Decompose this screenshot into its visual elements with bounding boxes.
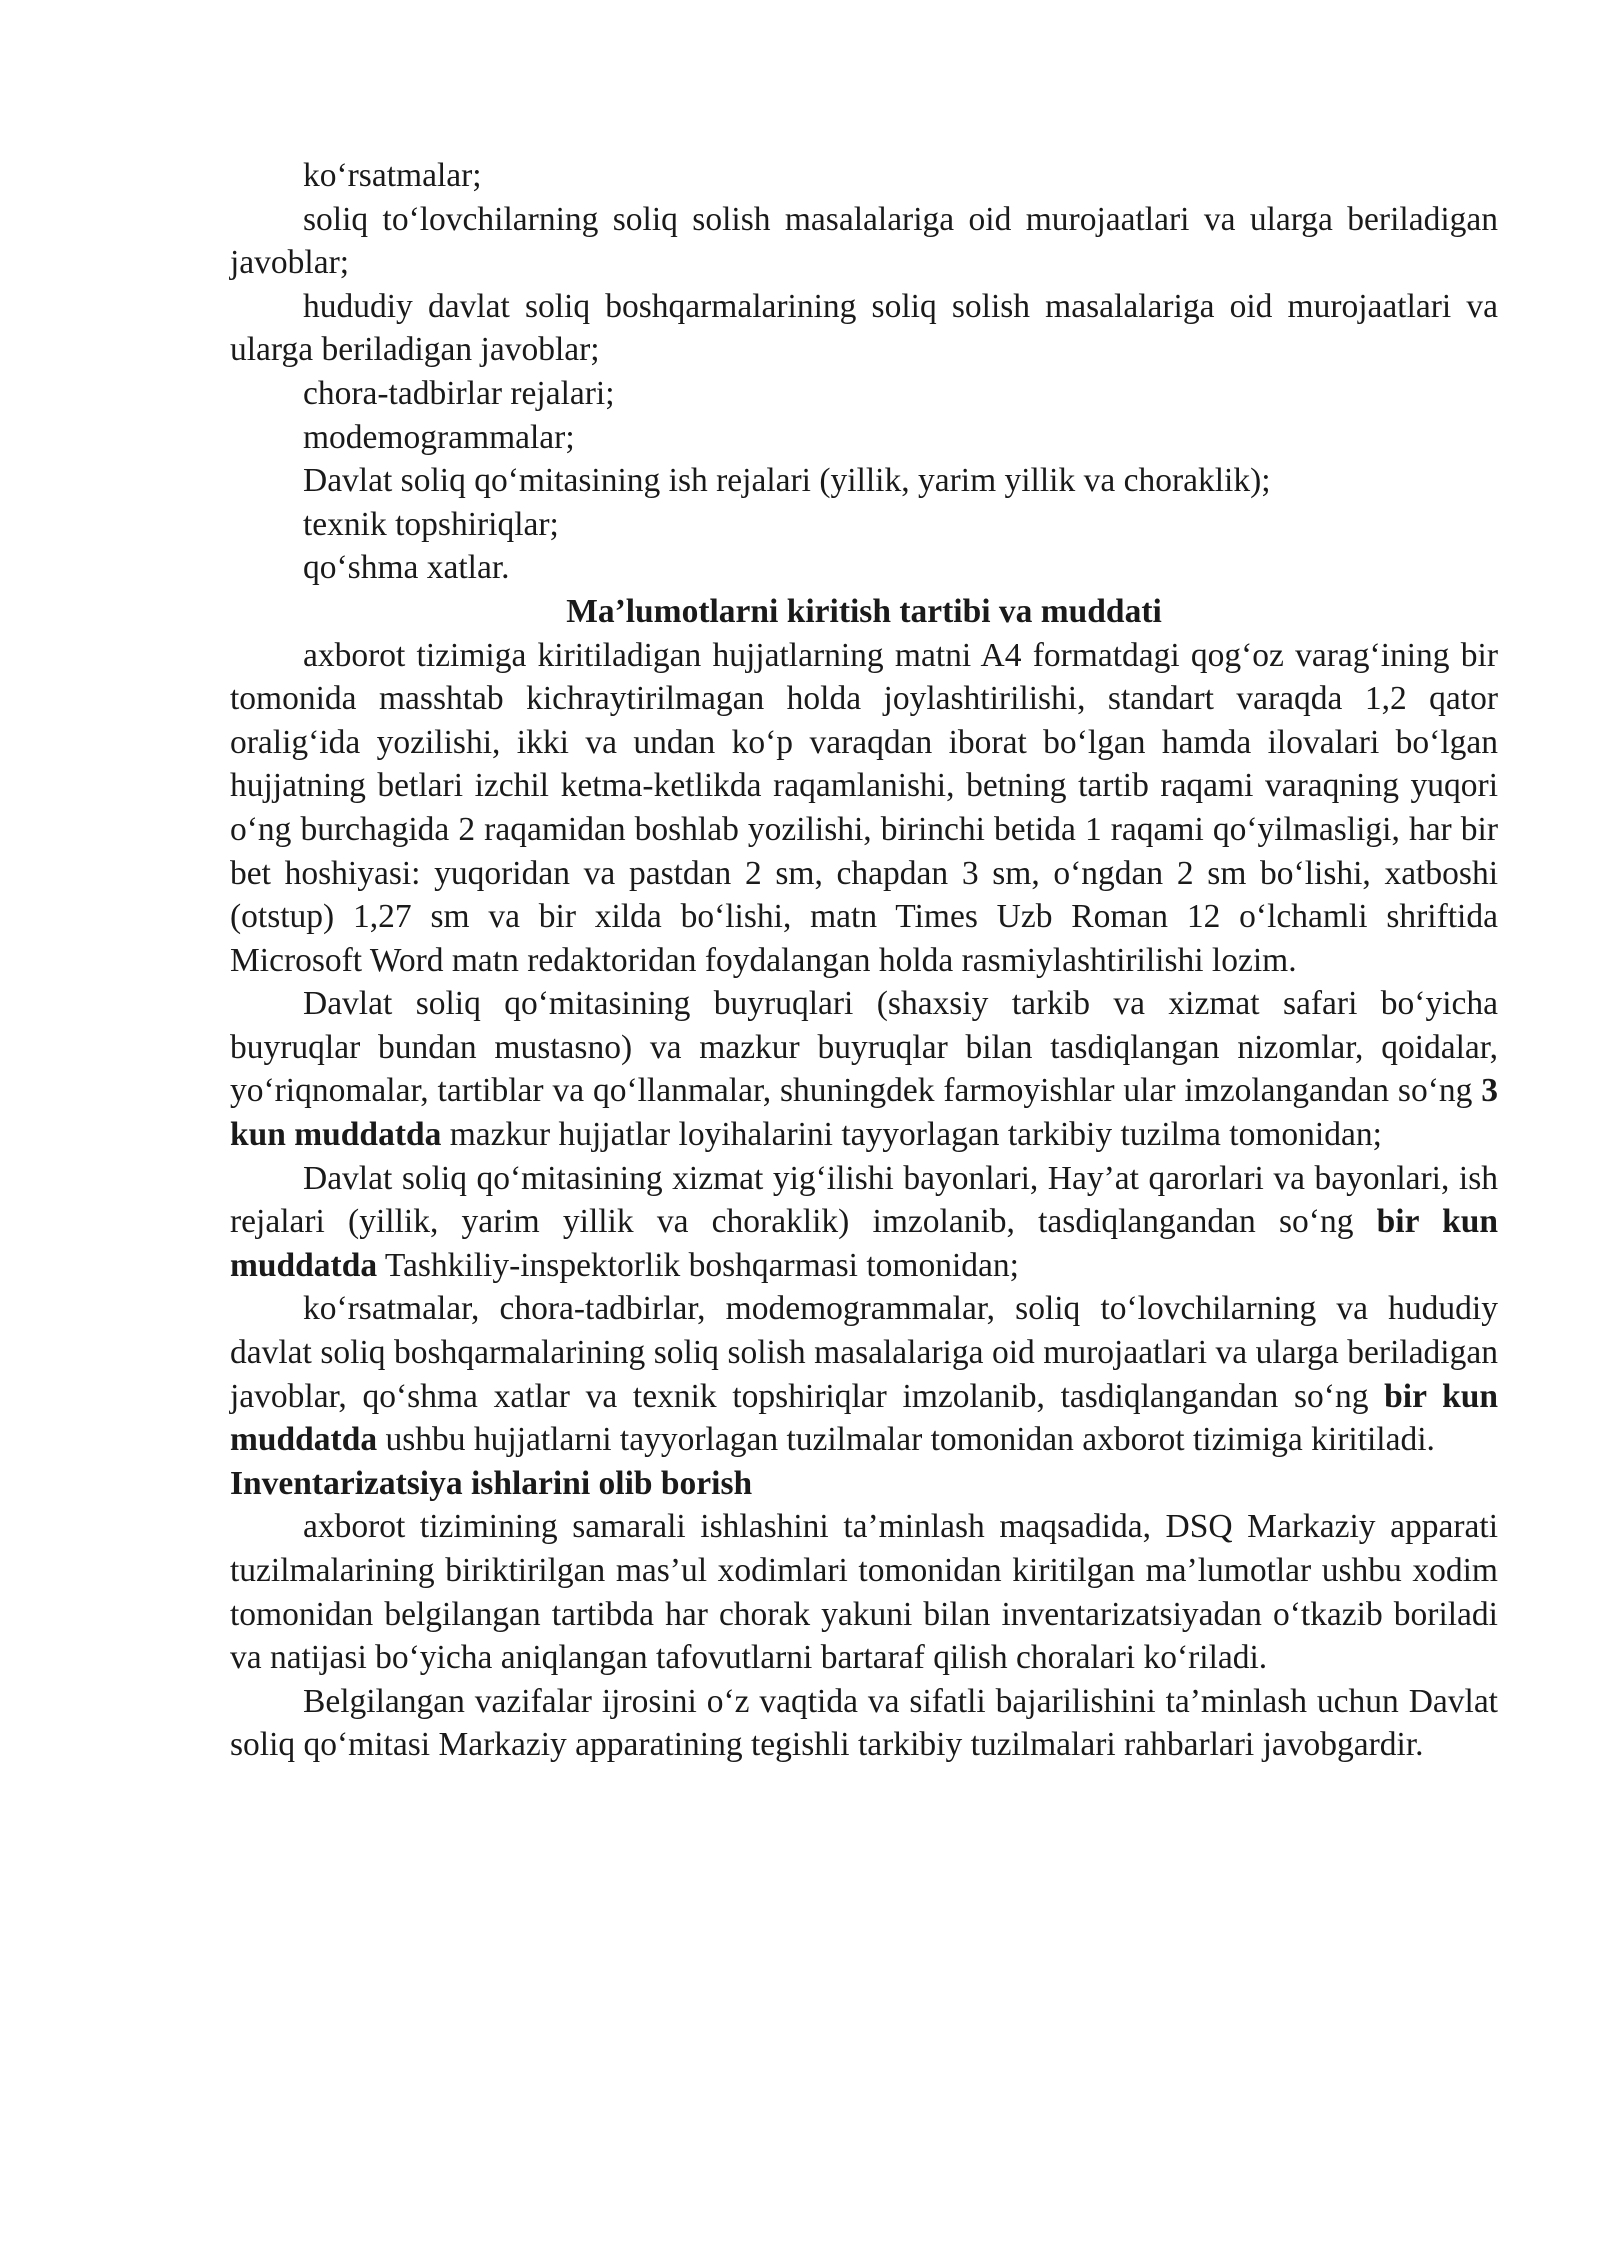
paragraph-text: Davlat soliq qo‘mitasining buyruqlari (shaxsiy tarkib va xizmat safari bo‘yicha buyruqlar bundan mustasno) va mazkur buyruqlar bilan tasdiqlangan nizomlar, qoidalar, yo‘riqnomalar, tartiblar va qo‘llanmalar, shuningdek farmoyishlar ular imzolangandan so‘ng — [230, 985, 1498, 1110]
list-item-korsatmalar: ko‘rsatmalar; — [303, 157, 482, 194]
paragraph-orders-deadline — [230, 982, 1498, 1156]
paragraph-meeting-minutes-deadline — [230, 1157, 1498, 1288]
list-item-action-plans: chora-tadbirlar rejalari; — [303, 374, 615, 412]
deadline-emphasis: bir kun muddatda — [230, 1377, 1498, 1459]
list-item-work-plans: Davlat soliq qo‘mitasining ish rejalari (yillik, yarim yillik va choraklik); — [303, 462, 1271, 500]
section-heading-inventory: Inventarizatsiya ishlarini olib borish — [230, 1464, 753, 1502]
paragraph-instructions-deadline — [230, 1287, 1498, 1461]
list-item-modemogrammalar: modemogrammalar; — [303, 418, 575, 456]
list-item-joint-letters: qo‘shma xatlar. — [303, 549, 510, 587]
paragraph-text: Davlat soliq qo‘mitasining xizmat yig‘ilishi bayonlari, Hay’at qarorlari va bayonlari, ish rejalari (yillik, yarim yillik va choraklik) imzolanib, tasdiqlangandan so‘ng — [230, 1159, 1498, 1241]
section-heading-data-entry: Ma’lumotlarni kiritish tartibi va muddati — [566, 592, 1162, 630]
paragraph-formatting-rules: axborot tizimiga kiritiladigan hujjatlarning matni A4 formatdagi qog‘oz varag‘ining bir tomonida masshtab kichraytirilmagan holda joylashtirilishi, standart varaqda 1,2 qator oralig‘ida yozilishi, ikki va undan ko‘p varaqdan iborat bo‘lgan hamda ilovalari bo‘lgan hujjatning betlari izchil ketma-ketlikda raqamlanishi, betning tartib raqami varaqning yuqori o‘ng burchagida 2 raqamidan boshlab yozilishi, birinchi betida 1 raqami qo‘yilmasligi, har bir bet hoshiyasi: yuqoridan va pastdan 2 sm, chapdan 3 sm, o‘ngdan 2 sm bo‘lishi, xatboshi (otstup) 1,27 sm va bir xilda bo‘lishi, matn Times Uzb Roman 12 o‘lchamli shriftida Microsoft Word matn redaktoridan foydalangan holda rasmiylashtirilishi lozim. — [230, 636, 1498, 979]
paragraph-inventory-process: axborot tizimining samarali ishlashini ta’minlash maqsadida, DSQ Markaziy apparati tuzilmalarining biriktirilgan mas’ul xodimlari tomonidan kiritilgan ma’lumotlar ushbu xodim tomonidan belgilangan tartibda har chorak yakuni bilan inventarizatsiyadan o‘tkazib boriladi va natijasi bo‘yicha aniqlangan tafovutlarni bartaraf qilish choralari ko‘riladi. — [230, 1508, 1498, 1677]
list-item-technical-tasks: texnik topshiriqlar; — [303, 505, 559, 543]
deadline-emphasis: bir kun muddatda — [230, 1203, 1498, 1284]
list-item-taxpayer-appeals: soliq to‘lovchilarning soliq solish masalalariga oid murojaatlari va ularga beriladigan javoblar; — [230, 200, 1498, 282]
paragraph-responsibility: Belgilangan vazifalar ijrosini o‘z vaqtida va sifatli bajarilishini ta’minlash uchun Davlat soliq qo‘mitasi Markaziy apparatining tegishli tarkibiy tuzilmalari rahbarlari javobgardir. — [230, 1682, 1498, 1764]
document-page — [230, 154, 1498, 1767]
paragraph-text: ko‘rsatmalar, chora-tadbirlar, modemogrammalar, soliq to‘lovchilarning va hududiy davlat soliq boshqarmalarining soliq solish masalalariga oid murojaatlari va ularga beriladigan javoblar, qo‘shma xatlar va texnik topshiriqlar imzolanib, tasdiqlangandan so‘ng — [230, 1290, 1498, 1415]
paragraph-text: Tashkiliy-inspektorlik boshqarmasi tomonidan; — [377, 1246, 1019, 1284]
deadline-emphasis: 3 kun muddatda — [230, 1072, 1498, 1154]
paragraph-text: ushbu hujjatlarni tayyorlagan tuzilmalar tomonidan axborot tizimiga kiritiladi. — [377, 1421, 1435, 1459]
paragraph-text: mazkur hujjatlar loyihalarini tayyorlagan tarkibiy tuzilma tomonidan; — [441, 1116, 1382, 1154]
list-item-regional-appeals: hududiy davlat soliq boshqarmalarining soliq solish masalalariga oid murojaatlari va ularga beriladigan javoblar; — [230, 287, 1498, 369]
